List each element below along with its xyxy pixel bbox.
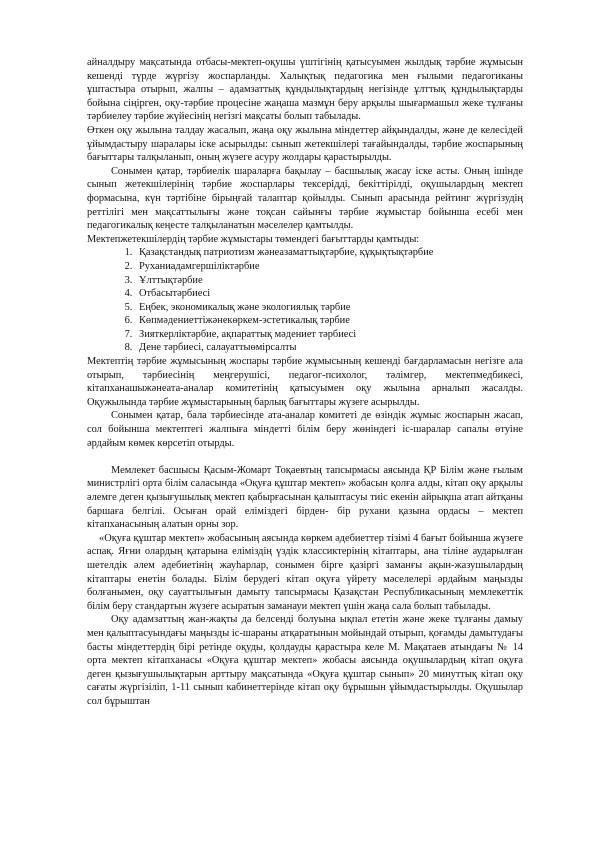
list-item: 4. Отбасытәрбиесі: [135, 287, 523, 301]
paragraph-4: Мектепжетекшілердің тәрбие жұмыстары төмендегі бағыттарды қамтыды:: [87, 233, 420, 245]
list-item: 2. Руханиадамгершіліктәрбие: [135, 260, 523, 274]
paragraph-1: айналдыру мақсатында отбасы-мектеп-оқушы үштігінің қатысуымен жылдық тәрбие жұмысын кешенді түрде жүргізу жоспарланды. Халықтық педагогика мен ғылыми педагогиканы ұштастыра отырып, жалпы – адамзаттық құндылықтардың негізінде ұлттық құндылықтарды бойына сіңірген, оқу-тәрбие процесіне жаңаша мазмұн беру арқылы шығармашыл жеке тұлғаны тәрбиелеу тәрбие жүйесінің негізгі мақсаты болып табылады.: [87, 57, 523, 123]
paragraph-9: Оқу адамзаттың жан-жақты да белсенді болуына ықпал ететін және жеке тұлғаны дамыу мен қалыптасуындағы маңызды іс-шараны атқаратынын мойындай отырып, қоғамды дамытудағы басты міндеттердің бірі ретінде оқуды, қолдауды қарастыра келе М. Мақатаев атындағы № 14 орта мектеп кітапханасы «Оқуға құштар мектеп» жобасы аясында оқушылардың кітап оқуға деген қызығушылықтарын арттыру мақсатында «Оқуға құштар сынып» 20 минуттық кітап оқу сағаты жүргізіліп, 1-11 сынып кабинеттерінде кітап оқу бұрышын ұйымдастырылды. Оқушылар сол бұрыштан: [87, 614, 523, 707]
list-item: 3. Ұлттықтәрбие: [135, 274, 523, 288]
list-item: 6. Көпмәдениеттіжәнекөркем-эстетикалық тәрбие: [135, 314, 523, 328]
paragraph-5: Мектептің тәрбие жұмысының жоспары тәрбие жұмысының кешенді бағдарламасын негізге ала отырып, тәрбиесінің меңгерушісі, педагог-психолог, тәлімгер, мектепмедбикесі, кітапханашыжәнеата-аналар комитетінің қатысуымен оқу жылына арналып жасалды. Оқужылында тәрбие жұмыстарының барлық бағыттары жүзеге асырылды.: [87, 356, 523, 408]
list-item: 8. Дене тәрбиесі, салауаттыөмірсалты: [135, 341, 523, 355]
paragraph-7: Мемлекет басшысы Қасым-Жомарт Тоқаевтың тапсырмасы аясында ҚР Білім және ғылым министрлігі орта білім саласында «Оқуға құштар мектеп» жобасын қолға алды, кітап оқу арқылы әлемге деген қызығушылық мектеп қабырғасынан қалыптасуы тиіс екенін айрықша атап айтқаны баршаға белгілі. Осыған орай еліміздегі бірден- бір рухани қазына ордасы – мектеп кітапханасының алатын орны зор.: [87, 464, 523, 531]
paragraph-8: «Оқуға құштар мектеп» жобасының аясында көркем әдебиеттер тізімі 4 бағыт бойынша жүзеге аспақ. Яғни олардың қатарына еліміздің үздік классиктерінің кітаптары, ана тіліне аударылған шетелдік әлем әдебиетінің жауһарлар, сонымен бірге қазіргі заманғы ақын-жазушылардың кітаптары енетін болады. Білім берудегі кітап оқуға үйрету мәселелері әрдайым маңызды болғанымен, оқу сауаттылығын дамыту тапсырмасы Қазақстан Республикасының мемлекеттік білім беру стандартын жүзеге асыратын заманауи мектеп үшін жаңа сала болып табылады.: [87, 532, 523, 612]
directions-list: [87, 246, 523, 355]
paragraph-6: Сонымен қатар, бала тәрбиесінде ата-аналар комитеті де өзіндік жұмыс жоспарын жасап, сол бойынша мектептегі жалпыға міндетті білім беру жөніндегі іс-шаралар сапалы өтуіне әрдайым көмек көрсетіп отырды.: [87, 410, 523, 449]
blank-line: [87, 450, 523, 464]
list-item: 7. Зияткерліктәрбие, ақпараттық мәдениет тәрбиесі: [135, 328, 523, 342]
list-item: 5. Еңбек, экономикалық және экологиялық тәрбие: [135, 301, 523, 315]
document-body: [87, 56, 523, 709]
list-item: 1. Қазақстандық патриотизм жәнеазаматтықтәрбие, құқықтықтәрбие: [135, 246, 523, 260]
paragraph-3: Сонымен қатар, тәрбиелік шараларға бақылау – басшылық жасау іске асты. Оның ішінде сынып жетекшілерінің тәрбие жоспарлары тексерідді, бекіттірілді, оқушылардың мектеп формасына, күн тәртібіне бірыңғай талаптар қойылды. Сынып арасында рейтинг жүргізудің реттілігі мен мақсаттылығы және тоқсан сайынғы тәрбие жұмыстар бойынша есебі мен педагогикалық кеңесте талқыланатын мәселелер қамтылды.: [87, 165, 523, 232]
paragraph-2: Өткен оқу жылына талдау жасалып, жаңа оқу жылына міндеттер айқындалды, және де келесідей ұйымдастыру шаралары іске асырылды: сынып жетекшілері тағайындалды, тәрбие жоспарының бағыттары талқыланып, оның жүзеге асуру жолдары қарастырылды.: [87, 124, 523, 164]
